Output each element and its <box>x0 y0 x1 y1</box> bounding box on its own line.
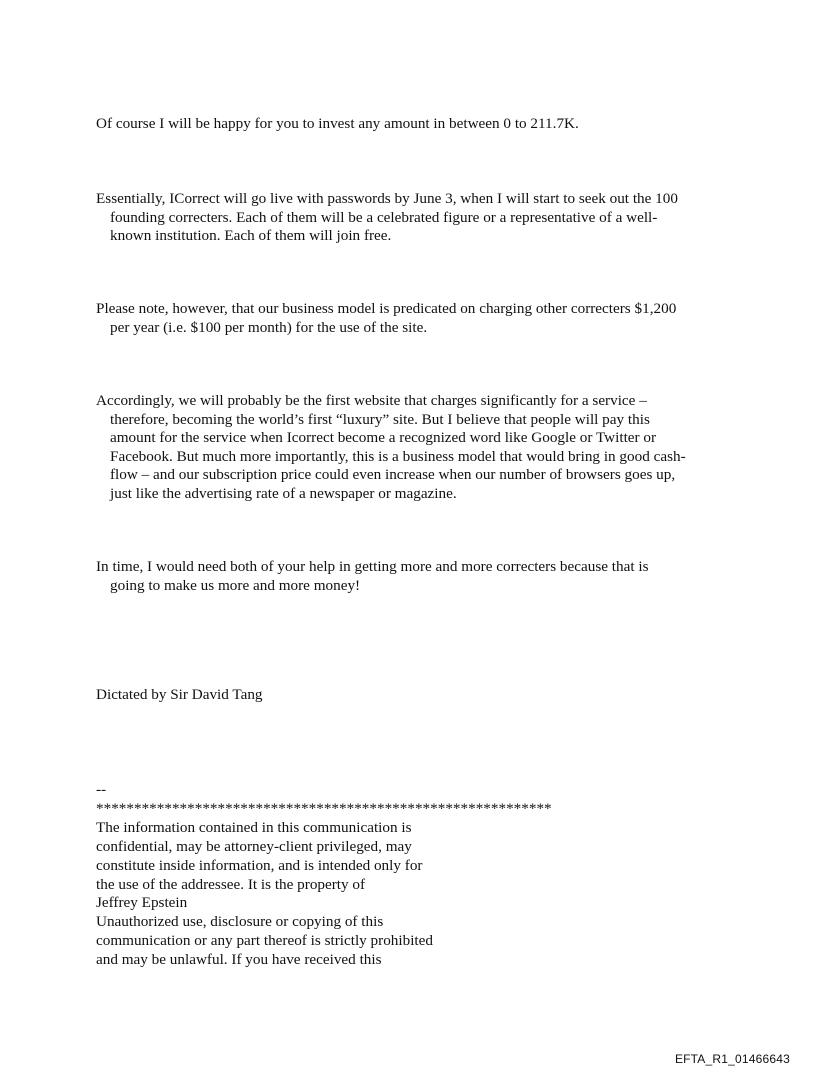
text-line: Please note, however, that our business model is predicated on charging other correcters $1,200 <box>96 300 677 317</box>
document-id-stamp: EFTA_R1_01466643 <box>674 1052 790 1066</box>
text-line: per year (i.e. $100 per month) for the use of the site. <box>110 318 428 336</box>
text-line: founding correcters. Each of them will be a celebrated figure or a representative of a well- <box>110 208 658 226</box>
text-line: therefore, becoming the world’s first “luxury” site. But I believe that people will pay this <box>110 410 650 428</box>
text-line: just like the advertising rate of a newspaper or magazine. <box>110 484 457 502</box>
text-line: flow – and our subscription price could even increase when our number of browsers goes up, <box>110 466 676 484</box>
text-line: Accordingly, we will probably be the first website that charges significantly for a service – <box>96 392 647 409</box>
text-line: Of course I will be happy for you to invest any amount in between 0 to 211.7K. <box>96 115 579 132</box>
notice-line: The information contained in this communication is <box>96 818 412 836</box>
confidentiality-notice <box>96 781 552 970</box>
paragraph-investment <box>96 115 736 134</box>
notice-line: Jeffrey Epstein <box>96 894 188 912</box>
notice-line: the use of the addressee. It is the property of <box>96 875 366 893</box>
text-line: amount for the service when Icorrect become a recognized word like Google or Twitter or <box>110 429 657 447</box>
paragraph-luxury-site <box>96 392 736 504</box>
notice-line: Unauthorized use, disclosure or copying of this <box>96 913 384 931</box>
text-line: known institution. Each of them will join free. <box>110 227 392 245</box>
asterisk-divider: ************************************************************ <box>96 799 552 817</box>
notice-line: communication or any part thereof is strictly prohibited <box>96 932 433 950</box>
text-line: In time, I would need both of your help in getting more and more correcters because that is <box>96 558 649 575</box>
text-line: Dictated by Sir David Tang <box>96 686 263 703</box>
notice-line: and may be unlawful. If you have received this <box>96 951 382 969</box>
dictation-signature <box>96 686 736 705</box>
signature-separator: -- <box>96 781 107 798</box>
text-line: going to make us more and more money! <box>110 576 361 594</box>
text-line: Facebook. But much more importantly, this is a business model that would bring in good cash- <box>110 447 686 465</box>
paragraph-help-request <box>96 558 736 595</box>
notice-line: constitute inside information, and is intended only for <box>96 856 423 874</box>
paragraph-business-model <box>96 300 736 337</box>
text-line: Essentially, ICorrect will go live with passwords by June 3, when I will start to seek out the 100 <box>96 190 678 207</box>
notice-line: confidential, may be attorney-client privileged, may <box>96 837 412 855</box>
paragraph-launch <box>96 190 736 246</box>
